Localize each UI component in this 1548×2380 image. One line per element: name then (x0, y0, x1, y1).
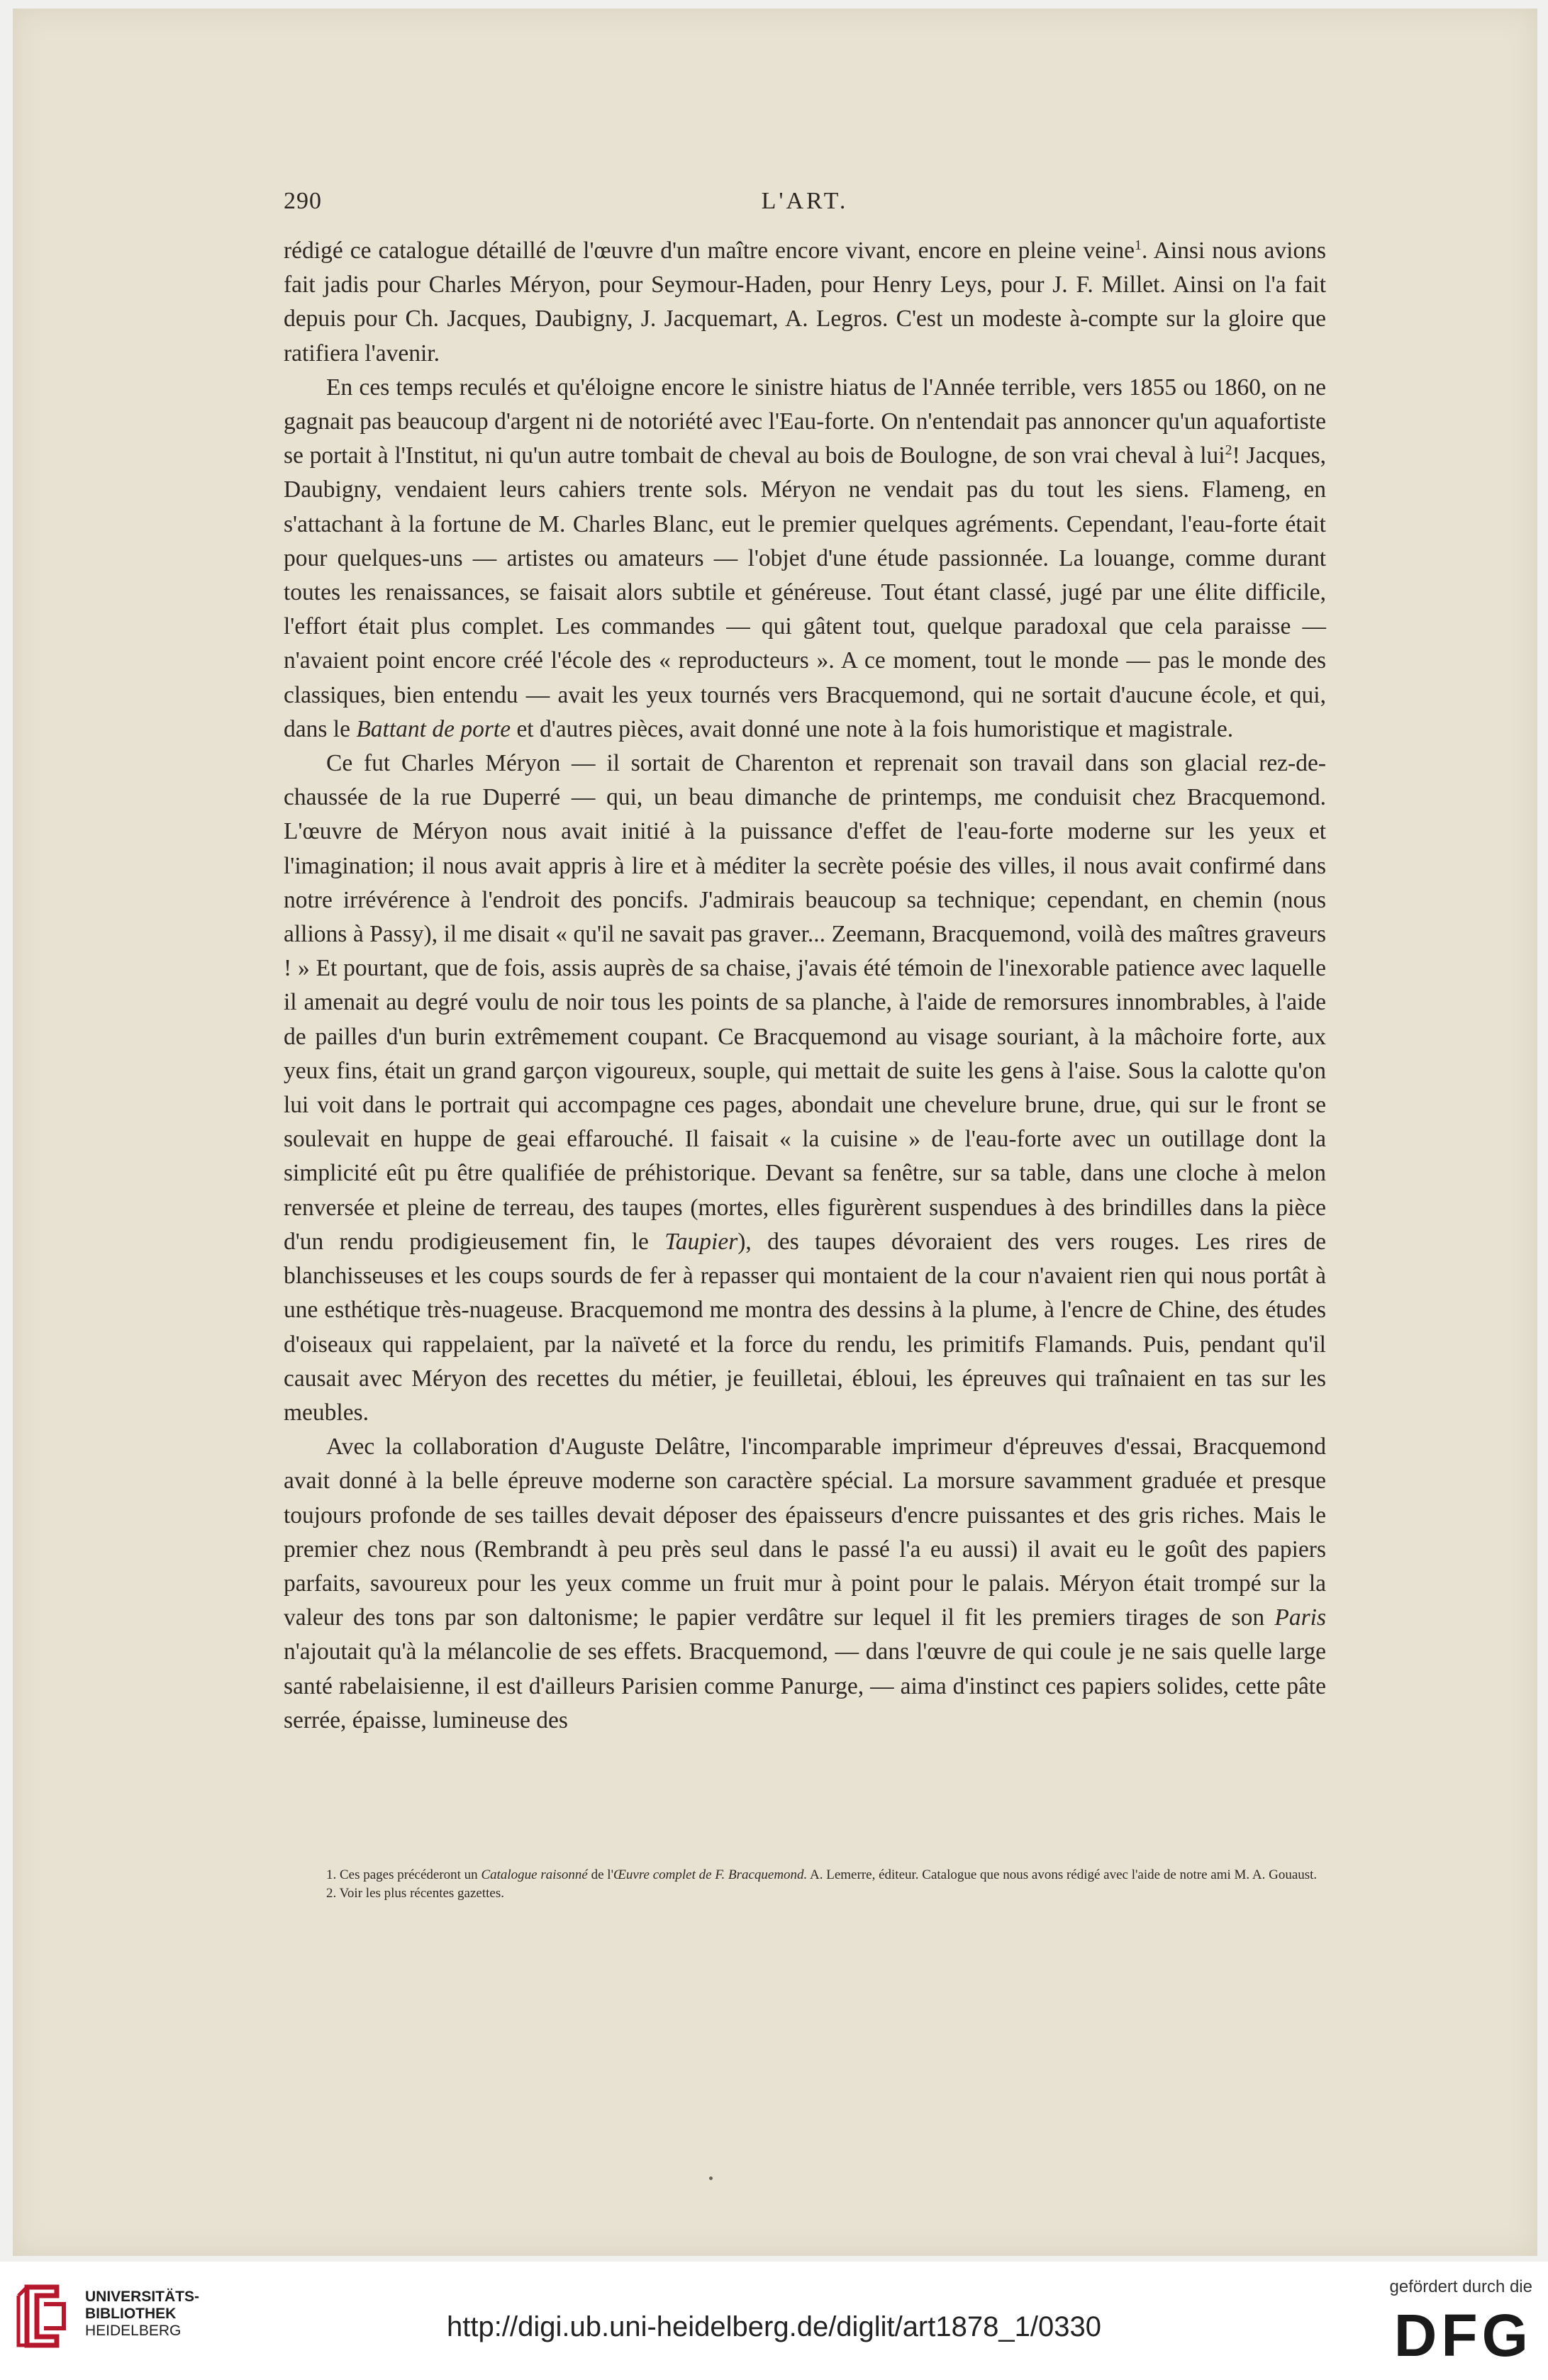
library-name: UNIVERSITÄTS- BIBLIOTHEK HEIDELBERG (85, 2289, 200, 2339)
paragraph-3: Ce fut Charles Méryon — il sortait de Charenton et reprenait son travail dans son glacial rez-de-chaussée de la rue Duperré — qui, un beau dimanche de printemps, me conduisit chez Bracquemond. L'œuvre de Méryon nous avait initié à la puissance d'effet de l'eau-forte moderne sur les yeux et l'imagination; il nous avait appris à lire et à méditer la secrète poésie des villes, il nous avait confirmé dans notre irrévérence à l'endroit des poncifs. J'admirais beaucoup sa technique; cependant, en chemin (nous allions à Passy), il me disait « qu'il ne savait pas graver... Zeemann, Bracquemond, voilà des maîtres graveurs ! » Et pourtant, que de fois, assis auprès de sa chaise, j'avais été témoin de l'inexorable patience avec laquelle il amenait au degré voulu de noir tous les points de sa planche, à l'aide de remorsures innombrables, à l'aide de pailles d'un burin extrêmement coupant. Ce Bracquemond au visage souriant, à la mâchoire forte, aux yeux fins, était un grand garçon vigoureux, souple, qui mettait de suite les gens à l'aise. Sous la calotte qu'on lui voit dans le portrait qui accompagne ces pages, abondait une chevelure brune, drue, qui sur le front se soulevait en huppe de geai effarouché. Il faisait « la cuisine » de l'eau-forte avec un outillage dont la simplicité eût pu être qualifiée de préhistorique. Devant sa fenêtre, sur sa table, dans une cloche à melon renversée et pleine de terreau, des taupes (mortes, elles figurèrent suspendues à des brindilles dans la pièce d'un rendu prodigieusement fin, le Taupier), des taupes dévoraient des vers rouges. Les rires de blanchisseuses et les coups sourds de fer à repasser qui montaient de la cour n'avaient rien qui nous portât à une esthétique très-nuageuse. Bracquemond me montra des dessins à la plume, à l'encre de Chine, des études d'oiseaux qui rappelaient, par la naïveté et la force du rendu, les primitifs Flamands. Puis, pendant qu'il causait avec Méryon des recettes du métier, je feuilletai, ébloui, les épreuves qui traînaient en tas sur les meubles. (284, 750, 1327, 1426)
paragraph-2: En ces temps reculés et qu'éloigne encore le sinistre hiatus de l'Année terrible, vers 1855 ou 1860, on ne gagnait pas beaucoup d'argent ni de notoriété avec l'Eau-forte. On n'entendait pas annoncer qu'un aquafortiste se portait à l'Institut, ni qu'un autre tombait de cheval au bois de Boulogne, de son vrai cheval à lui$^2$! Jacques, Daubigny, vendaient leurs cahiers trente sols. Méryon ne vendait pas du tout les siens. Flameng, en s'attachant à la fortune de M. Charles Blanc, eut le premier quelques agréments. Cependant, l'eau-forte était pour quelques-uns — artistes ou amateurs — l'objet d'une étude passionnée. La louange, comme durant toutes les renaissances, se faisait alors subtile et généreuse. Tout étant classé, jugé par une élite difficile, l'effort était plus complet. Les commandes — qui gâtent tout, quelque paradoxal que cela paraisse — n'avaient point encore créé l'école des « reproducteurs ». A ce moment, tout le monde — pas le monde des classiques, bien entendu — avait les yeux tournés vers Bracquemond, qui ne sortait d'aucune école, et qui, dans le Battant de porte et d'autres pièces, avait donné une note à la fois humoristique et magistrale. (284, 374, 1326, 742)
footnote-2: 2. Voir les plus récentes gazettes. (326, 1886, 504, 1901)
running-title: L'ART. (761, 188, 849, 214)
article-body (284, 234, 1326, 1738)
library-footer (0, 2262, 1548, 2380)
paragraph-1: rédigé ce catalogue détaillé de l'œuvre d'un maître encore vivant, encore en pleine veine$^1$. Ainsi nous avions fait jadis pour Charles Méryon, pour Seymour-Haden, pour Henry Leys, pour J. F. Millet. Ainsi on l'a fait depuis pour Ch. Jacques, Daubigny, J. Jacquemart, A. Legros. C'est un modeste à-compte sur la gloire que ratifiera l'avenir. (284, 237, 1327, 367)
page-mark (709, 2177, 713, 2180)
artwork-title: Battant de porte (356, 715, 511, 742)
paragraph-4: Avec la collaboration d'Auguste Delâtre, l'incomparable imprimeur d'épreuves d'essai, Bracquemond avait donné à la belle épreuve moderne son caractère spécial. La morsure savamment graduée et presque toujours profonde de ses tailles devait déposer des épaisseurs d'encre puissantes et des gris riches. Mais le premier chez nous (Rembrandt à peu près seul dans le passé l'a eu aussi) il avait eu le goût des papiers parfaits, savoureux pour les yeux comme un fruit mur à point pour le palais. Méryon était trompé sur la valeur des tons par son daltonisme; le papier verdâtre sur lequel il fit les premiers tirages de son Paris n'ajoutait qu'à la mélancolie de ses effets. Bracquemond, — dans l'œuvre de qui coule je ne sais quelle large santé rabelaisienne, il est d'ailleurs Parisien comme Panurge, — aima d'instinct ces papiers solides, cette pâte serrée, épaisse, lumineuse des (284, 1434, 1326, 1733)
page-header (284, 188, 1326, 223)
page-number: 290 (284, 188, 322, 214)
footnote-ref-2: 2 (1225, 442, 1232, 459)
footnotes (284, 1866, 1326, 1903)
footnote-ref-1: 1 (1135, 237, 1142, 253)
artwork-title: Taupier (664, 1228, 738, 1255)
funding-caption: gefördert durch die (1389, 2277, 1532, 2296)
artwork-title: Paris (1274, 1604, 1326, 1631)
footnote-1: 1. Ces pages précéderont un Catalogue raisonné de l'Œuvre complet de F. Bracquemond. A. Lemerre, éditeur. Catalogue que nous avons rédigé avec l'aide de notre ami M. A. Gouaust. (326, 1867, 1318, 1882)
dfg-logo: DFG (1393, 2302, 1532, 2369)
permalink-url[interactable]: http://digi.ub.uni-heidelberg.de/diglit/art1878_1/0330 (447, 2311, 1101, 2342)
